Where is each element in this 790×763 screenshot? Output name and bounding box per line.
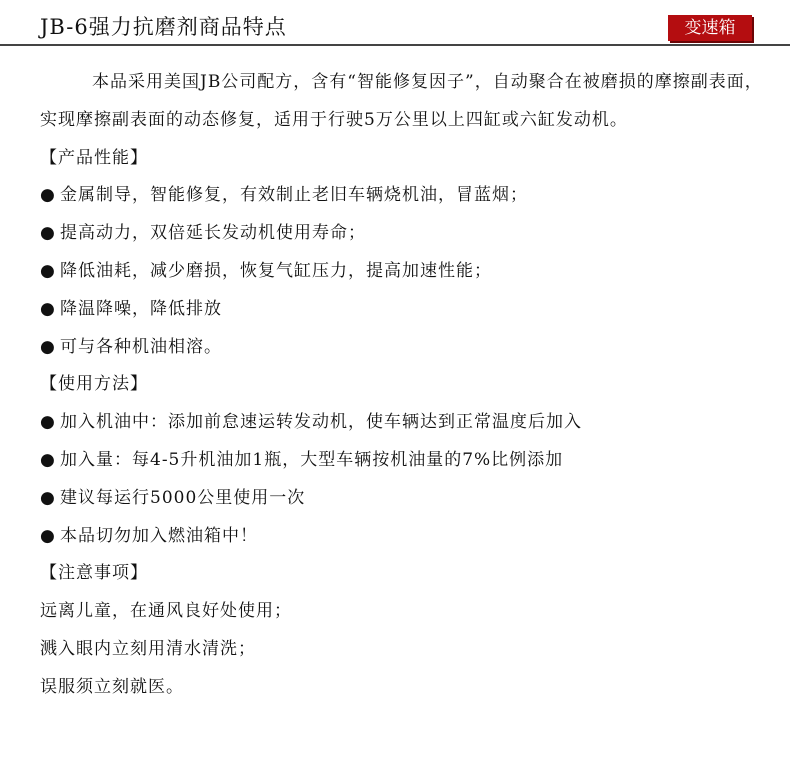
bullet-icon: ● xyxy=(40,449,56,470)
notes-line: 误服须立刻就医。 xyxy=(40,676,184,697)
bullet-icon: ● xyxy=(40,336,56,357)
page-title: JB-6强力抗磨剂商品特点 xyxy=(40,15,287,39)
performance-item xyxy=(40,291,770,329)
bullet-icon: ● xyxy=(40,185,56,206)
page-header xyxy=(0,0,790,48)
bullet-icon: ● xyxy=(40,525,56,546)
section-heading-usage: 【使用方法】 xyxy=(40,374,148,395)
performance-item-text: 降低油耗，减少磨损，恢复气缸压力，提高加速性能； xyxy=(60,260,492,281)
section-heading-performance: 【产品性能】 xyxy=(40,147,148,168)
performance-item-text: 金属制导，智能修复，有效制止老旧车辆烧机油，冒蓝烟； xyxy=(60,185,528,206)
notes-line: 溅入眼内立刻用清水清洗； xyxy=(40,638,256,659)
category-badge: 变速箱 xyxy=(668,15,752,41)
performance-item xyxy=(40,177,770,215)
usage-item-text: 加入量：每4-5升机油加1瓶，大型车辆按机油量的7%比例添加 xyxy=(60,449,564,470)
usage-item xyxy=(40,480,770,518)
usage-item-text: 建议每运行5000公里使用一次 xyxy=(60,487,306,508)
bullet-icon: ● xyxy=(40,260,56,281)
intro-paragraph: 本品采用美国JB公司配方，含有“智能修复因子”，自动聚合在被磨损的摩擦副表面，实现摩擦副表面的动态修复，适用于行驶5万公里以上四缸或六缸发动机。 xyxy=(40,72,763,130)
performance-item-text: 可与各种机油相溶。 xyxy=(60,336,222,357)
usage-item xyxy=(40,404,770,442)
usage-item-text: 加入机油中：添加前怠速运转发动机，使车辆达到正常温度后加入 xyxy=(60,412,582,433)
bullet-icon: ● xyxy=(40,223,56,244)
header-divider xyxy=(0,44,790,46)
performance-item xyxy=(40,215,770,253)
bullet-icon: ● xyxy=(40,412,56,433)
bullet-icon: ● xyxy=(40,487,56,508)
notes-line: 远离儿童，在通风良好处使用； xyxy=(40,601,292,622)
section-heading-notes: 【注意事项】 xyxy=(40,563,148,584)
performance-item xyxy=(40,253,770,291)
product-description xyxy=(40,64,770,707)
usage-item xyxy=(40,518,770,556)
performance-item-text: 降温降噪，降低排放 xyxy=(60,298,222,319)
usage-item-text: 本品切勿加入燃油箱中！ xyxy=(60,525,258,546)
usage-item xyxy=(40,442,770,480)
performance-item-text: 提高动力，双倍延长发动机使用寿命； xyxy=(60,223,366,244)
performance-item xyxy=(40,329,770,367)
bullet-icon: ● xyxy=(40,298,56,319)
